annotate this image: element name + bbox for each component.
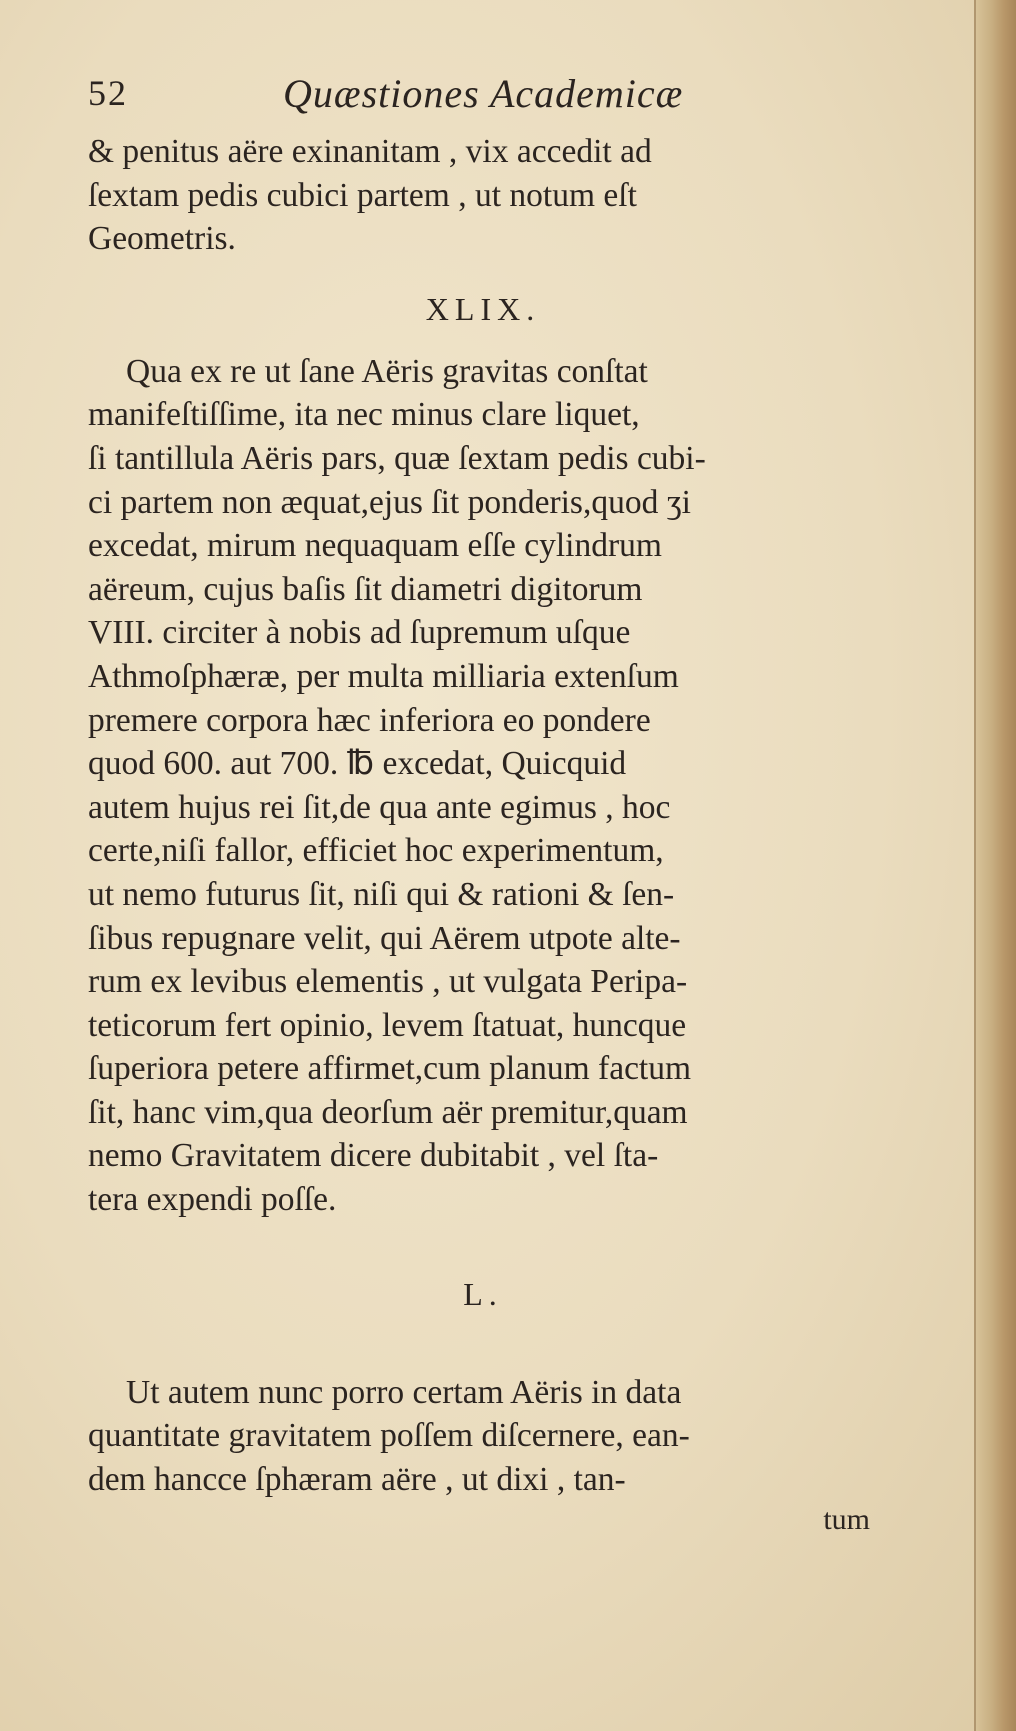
text-line: dem hancce ſphæram aëre , ut dixi , tan- — [88, 1460, 626, 1498]
catchword: tum — [823, 1503, 870, 1537]
text-line: ci partem non æquat,ejus ſit ponderis,quod ʒi — [88, 483, 691, 521]
text-line: Athmoſphæræ, per multa milliaria extenſum — [88, 657, 679, 695]
section-heading-50: L. — [463, 1275, 503, 1312]
section-49-paragraph — [88, 350, 878, 1222]
text-line: nemo Gravitatem dicere dubitabit , vel ſta- — [88, 1137, 659, 1175]
text-line: ſit, hanc vim,qua deorſum aër premitur,quam — [88, 1093, 688, 1131]
page-number: 52 — [88, 73, 128, 113]
text-line: certe,niſi fallor, efficiet hoc experimentum, — [88, 832, 664, 870]
section-heading-49: XLIX. — [425, 290, 541, 327]
section-50-paragraph — [88, 1371, 878, 1502]
text-line: manifeſtiſſime, ita nec minus clare liquet, — [88, 396, 640, 434]
text-line: premere corpora hæc inferiora eo pondere — [88, 701, 651, 739]
text-line: ſibus repugnare velit, qui Aërem utpote alte- — [88, 919, 681, 957]
text-line: Geometris. — [88, 220, 236, 258]
text-line: & penitus aëre exinanitam , vix accedit ad — [88, 133, 652, 170]
running-head — [88, 64, 878, 124]
text-line: ſi tantillula Aëris pars, quæ ſextam pedis cubi- — [88, 439, 706, 477]
running-title: Quæstiones Academicæ — [283, 71, 684, 116]
text-line: ſextam pedis cubici partem , ut notum eſt — [88, 176, 637, 214]
text-line: Ut autem nunc porro certam Aëris in data — [126, 1373, 682, 1411]
text-line: Qua ex re ut ſane Aëris gravitas conſtat — [126, 352, 648, 390]
continuation-paragraph — [88, 130, 878, 261]
text-line: quantitate gravitatem poſſem diſcernere, ean- — [88, 1417, 690, 1455]
text-line: tera expendi poſſe. — [88, 1181, 337, 1219]
text-line: autem hujus rei ſit,de qua ante egimus , hoc — [88, 788, 671, 826]
text-line: ſuperiora petere affirmet,cum planum factum — [88, 1050, 692, 1088]
text-line: teticorum fert opinio, levem ſtatuat, huncque — [88, 1006, 687, 1044]
text-line: rum ex levibus elementis , ut vulgata Peripa- — [88, 963, 688, 1001]
text-line: aëreum, cujus baſis ſit diametri digitorum — [88, 570, 643, 608]
text-block — [88, 64, 878, 1537]
page-gutter-binding — [974, 0, 1016, 1731]
text-line: ut nemo futurus ſit, niſi qui & rationi & ſen- — [88, 875, 675, 913]
text-line: excedat, mirum nequaquam eſſe cylindrum — [88, 527, 662, 565]
text-line: VIII. circiter à nobis ad ſupremum uſque — [88, 614, 631, 652]
text-line: quod 600. aut 700. ℔ excedat, Quicquid — [88, 745, 627, 783]
binding-crease — [974, 0, 976, 1731]
